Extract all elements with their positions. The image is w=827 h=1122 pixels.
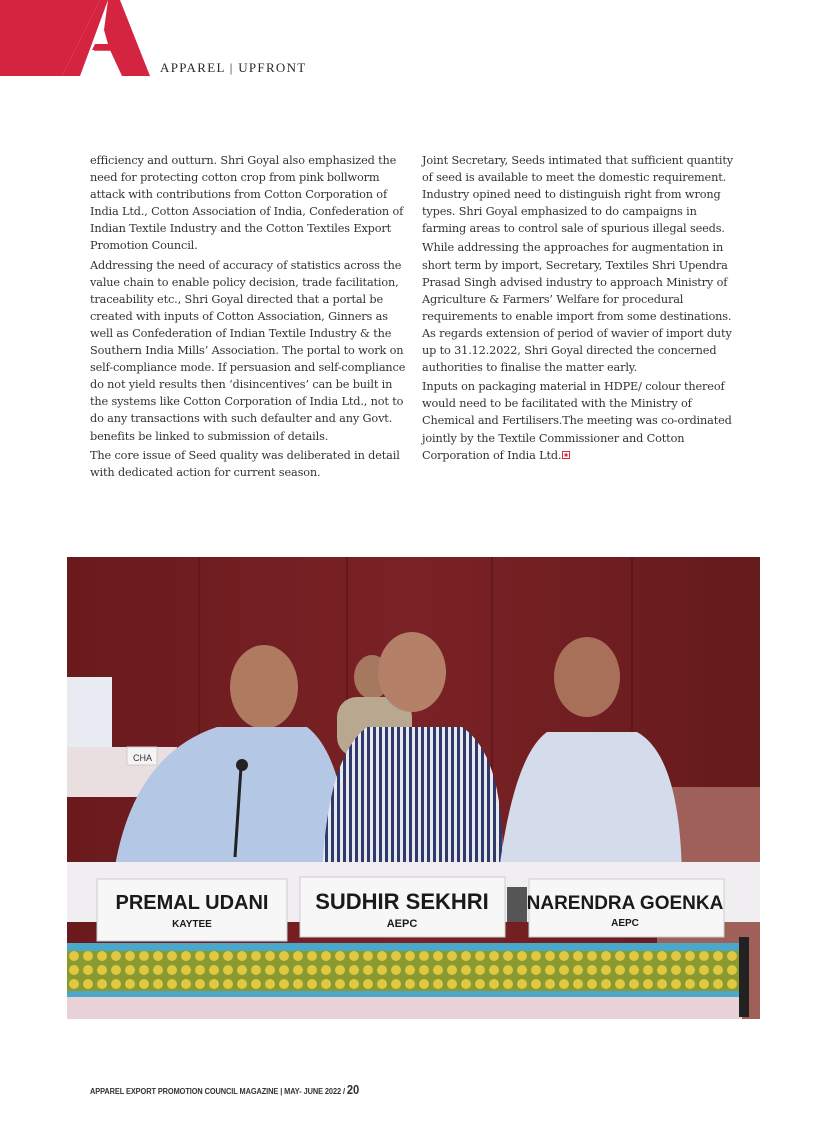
nameplate-name: SUDHIR SEKHRI <box>315 889 489 914</box>
paragraph: The core issue of Seed quality was deliberated in detail with dedicated action for current season. <box>90 448 400 479</box>
nameplate-name: PREMAL UDANI <box>115 892 269 914</box>
nameplate <box>97 879 287 941</box>
paragraph: Addressing the need of accuracy of statistics across the value chain to enable policy decision, trade facilitation, traceability etc., Shri Goyal directed that a portal be created with inputs of Cotton Association, Ginners as well as Confederation of Indian Textile Industry & the Southern India Mills’ Association. The portal to work on self-compliance mode. If persuasion and self-compliance do not yield results then ‘disincentives’ can be built in the systems like Cotton Corporation of India Ltd., not to do any transactions with such defaulter and any Govt. benefits be linked to submission of details. <box>90 258 406 443</box>
background-nameplate-text: CHA <box>133 753 153 763</box>
page-number: 20 <box>346 1082 360 1097</box>
nameplate-org: KAYTEE <box>172 919 212 930</box>
paragraph-final <box>422 378 744 463</box>
nameplate-name: NARENDRA GOENKA <box>526 893 724 914</box>
paragraph: Joint Secretary, Seeds intimated that sufficient quantity of seed is available to meet the domestic requirement. Industry opined need to distinguish right from wrong types. Shri Goyal emphasized to do campaigns in farming areas to control sale of spurious illegal seeds. <box>422 154 733 236</box>
footer-separator: / <box>341 1086 347 1096</box>
article-right-column <box>422 152 744 466</box>
footer-publication: APPAREL EXPORT PROMOTION COUNCIL MAGAZINE | MAY- JUNE 2022 <box>90 1086 342 1096</box>
meeting-photo-illustration <box>67 557 760 1019</box>
nameplate-org: AEPC <box>386 918 418 930</box>
end-of-article-square-icon <box>562 451 570 459</box>
section-logo-icon <box>0 0 150 76</box>
paragraph: While addressing the approaches for augmentation in short term by import, Secretary, Textiles Shri Upendra Prasad Singh advised industry to approach Ministry of Agriculture & Farmers’ Welfare for procedural requirements to enable import from some destinations. As regards extension of period of wavier of import duty up to 31.12.2022, Shri Goyal directed the concerned authorities to finalise the matter early. <box>422 241 732 375</box>
paragraph-text: Inputs on packaging material in HDPE/ colour thereof would need to be facilitated with the Ministry of Chemical and Fertilisers.The meeting was co-ordinated jointly by the Textile Commissioner and Cotton Corporation of India Ltd. <box>422 380 732 462</box>
nameplate-org: AEPC <box>611 918 639 929</box>
nameplate <box>300 877 505 937</box>
article-left-column <box>90 152 408 483</box>
section-label: APPAREL | UPFRONT <box>160 60 307 75</box>
paragraph: efficiency and outturn. Shri Goyal also emphasized the need for protecting cotton crop from pink bollworm attack with contributions from Cotton Corporation of India Ltd., Cotton Association of India, Confederation of Indian Textile Industry and the Cotton Textiles Export Promotion Council. <box>90 154 404 253</box>
nameplate <box>527 879 724 937</box>
page-footer <box>90 1082 359 1097</box>
meeting-photo <box>67 557 760 1019</box>
